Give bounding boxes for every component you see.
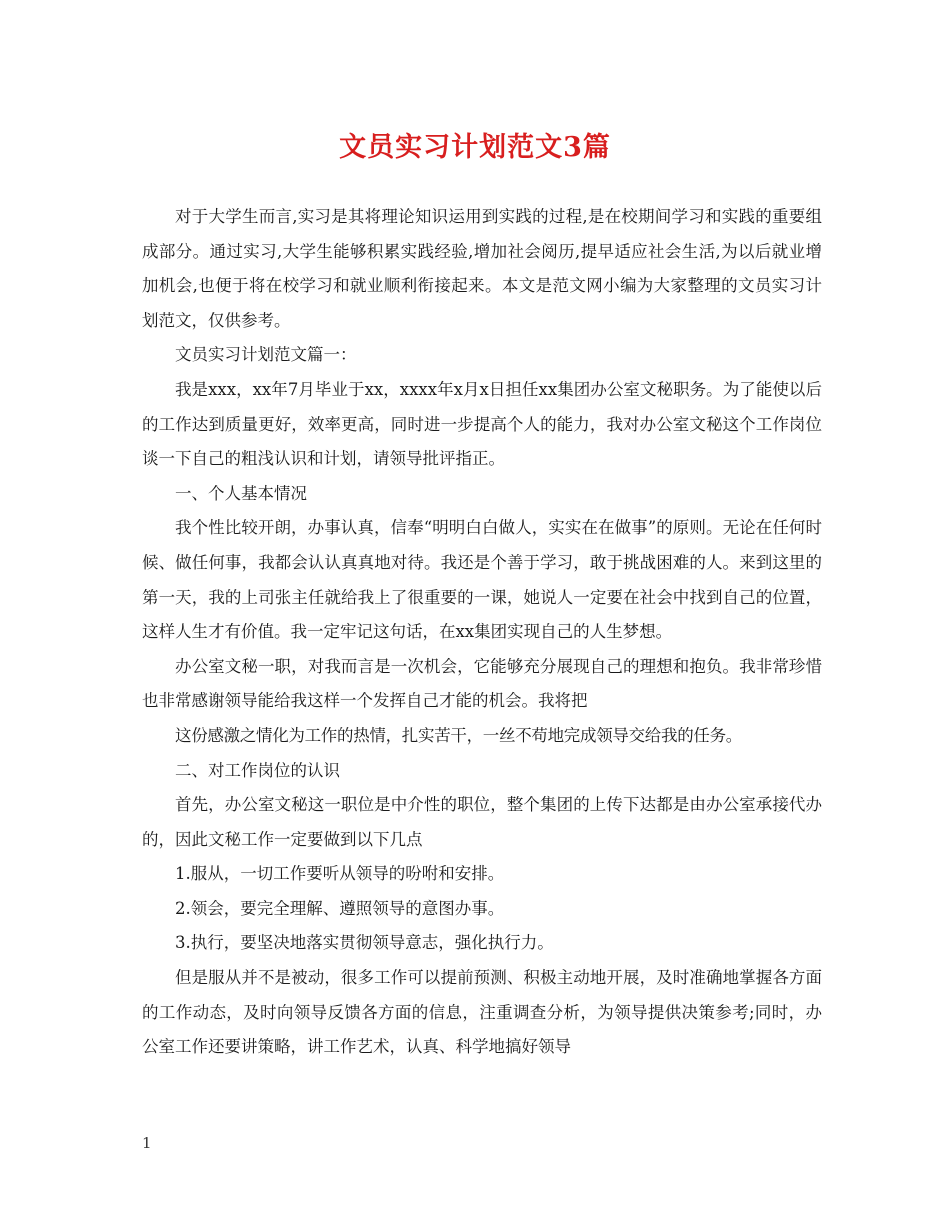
document-body	[142, 200, 822, 1065]
job-role-paragraph: 首先，办公室文秘这一职位是中介性的职位，整个集团的上传下达都是由办公室承接代办的，因此文秘工作一定要做到以下几点	[142, 795, 822, 849]
list-item-execute: 3.执行，要坚决地落实贯彻领导意志，强化执行力。	[175, 933, 554, 953]
gratitude-paragraph: 这份感激之情化为工作的热情，扎实苦干，一丝不苟地完成领导交给我的任务。	[175, 725, 743, 745]
list-item-obey: 1.服从，一切工作要听从领导的吩咐和安排。	[175, 864, 505, 884]
initiative-paragraph: 但是服从并不是被动，很多工作可以提前预测、积极主动地开展，及时准确地掌握各方面的工作动态，及时向领导反馈各方面的信息，注重调查分析，为领导提供决策参考;同时，办公室工作还要讲策略，讲工作艺术，认真、科学地搞好领导	[142, 968, 822, 1057]
document-title: 文员实习计划范文3篇	[339, 132, 611, 163]
intro-paragraph: 对于大学生而言,实习是其将理论知识运用到实践的过程,是在校期间学习和实践的重要组成部分。通过实习,大学生能够积累实践经验,增加社会阅历,提早适应社会生活,为以后就业增加机会,也便于将在校学习和就业顺利衔接起来。本文是范文网小编为大家整理的文员实习计划范文，仅供参考。	[142, 207, 822, 330]
personality-paragraph: 我个性比较开朗，办事认真，信奉“明明白白做人，实实在在做事”的原则。无论在任何时候、做任何事，我都会认认真真地对待。我还是个善于学习，敢于挑战困难的人。来到这里的第一天，我的上司张主任就给我上了很重要的一课，她说人一定要在社会中找到自己的位置，这样人生才有价值。我一定牢记这句话，在xx集团实现自己的人生梦想。	[142, 518, 822, 642]
section-heading-sample-one: 文员实习计划范文篇一：	[175, 345, 357, 365]
section-heading-personal-info: 一、个人基本情况	[175, 483, 307, 503]
self-introduction-paragraph: 我是xxx，xx年7月毕业于xx，xxxx年x月x日担任xx集团办公室文秘职务。为了能使以后的工作达到质量更好，效率更高，同时进一步提高个人的能力，我对办公室文秘这个工作岗位谈一下自己的粗浅认识和计划，请领导批评指正。	[142, 379, 822, 469]
section-heading-job-understanding: 二、对工作岗位的认识	[175, 760, 340, 780]
opportunity-paragraph: 办公室文秘一职，对我而言是一次机会，它能够充分展现自己的理想和抱负。我非常珍惜也非常感谢领导能给我这样一个发挥自己才能的机会。我将把	[142, 656, 822, 711]
page-number: 1	[142, 1134, 152, 1152]
list-item-comprehend: 2.领会，要完全理解、遵照领导的意图办事。	[175, 898, 505, 918]
